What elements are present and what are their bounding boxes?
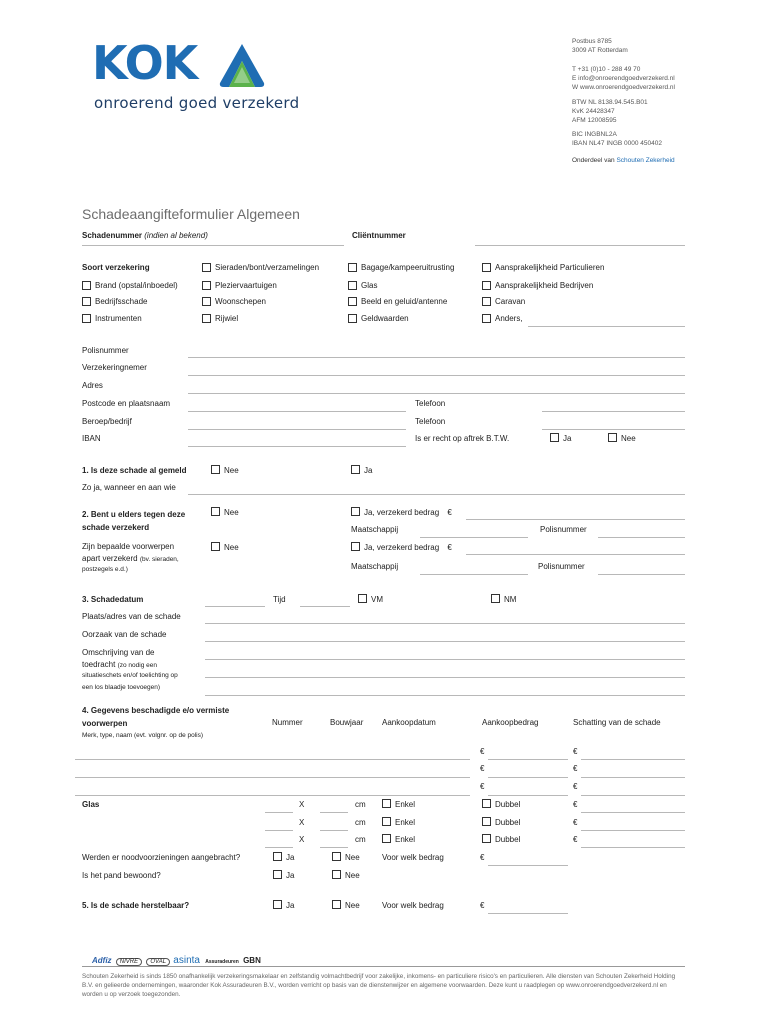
- checkbox-rijwiel[interactable]: [202, 314, 211, 323]
- col-bouwjaar: Bouwjaar: [330, 718, 364, 727]
- label-beeld-geluid: Beeld en geluid/antenne: [361, 297, 448, 306]
- label-bewoond-nee: Nee: [345, 871, 360, 880]
- plaats-label: Plaats/adres van de schade: [82, 612, 181, 621]
- label-bagage: Bagage/kampeeruitrusting: [361, 263, 455, 272]
- label-q5-nee: Nee: [345, 901, 360, 910]
- checkbox-q2-nee[interactable]: [211, 507, 220, 516]
- checkbox-vm[interactable]: [358, 594, 367, 603]
- checkbox-aansprakelijkheid-bedrijven[interactable]: [482, 281, 491, 290]
- q2-maatschappij-label: Maatschappij: [351, 525, 399, 534]
- soort-label: Soort verzekering: [82, 263, 150, 272]
- q5-voor-welk-label: Voor welk bedrag: [382, 901, 444, 910]
- checkbox-bewoond-nee[interactable]: [332, 870, 341, 879]
- glas-row-1-height[interactable]: [320, 812, 348, 813]
- bewoond-label: Is het pand bewoond?: [82, 871, 161, 880]
- q2c-ja-bedrag-text: Ja, verzekerd bedrag: [364, 543, 440, 552]
- verzekeringnemer-field[interactable]: [188, 375, 685, 376]
- item-row-2-euro-a: €: [480, 764, 485, 773]
- label-q1-nee: Nee: [224, 466, 239, 475]
- glas-row-1-field[interactable]: [581, 812, 685, 813]
- telefoon1-label: Telefoon: [415, 399, 446, 408]
- checkbox-caravan[interactable]: [482, 297, 491, 306]
- label-nood-nee: Nee: [345, 853, 360, 862]
- checkbox-bedrijfsschade[interactable]: [82, 297, 91, 306]
- glas-row-2-euro: €: [573, 818, 578, 827]
- checkbox-sieraden[interactable]: [202, 263, 211, 272]
- label-glas-3-enkel: Enkel: [395, 835, 416, 844]
- checkbox-brand[interactable]: [82, 281, 91, 290]
- item-row-1-euro-b: €: [573, 747, 578, 756]
- checkbox-nood-nee[interactable]: [332, 852, 341, 861]
- checkbox-glas-2-enkel[interactable]: [382, 817, 391, 826]
- checkbox-nm[interactable]: [491, 594, 500, 603]
- col-schatting: Schatting van de schade: [573, 718, 661, 727]
- checkbox-q5-ja[interactable]: [273, 900, 282, 909]
- glas-row-1-cm: cm: [355, 800, 366, 809]
- label-glas-3-dubbel: Dubbel: [495, 835, 521, 844]
- label-anders: Anders,: [495, 314, 523, 323]
- onderdeel-company: Schouten Zekerheid: [616, 157, 675, 164]
- label-instrumenten: Instrumenten: [95, 314, 142, 323]
- contact-web[interactable]: W www.onroerendgoedverzekerd.nl: [572, 84, 675, 91]
- checkbox-bagage[interactable]: [348, 263, 357, 272]
- q2-euro: €: [447, 508, 452, 517]
- q2-label: 2. Bent u elders tegen deze: [82, 510, 186, 519]
- label-glas-2-enkel: Enkel: [395, 818, 416, 827]
- kok-logo: [92, 36, 300, 113]
- label-vm: VM: [371, 595, 383, 604]
- checkbox-glas-3-enkel[interactable]: [382, 834, 391, 843]
- glas-row-1-euro: €: [573, 800, 578, 809]
- label-btw-nee: Nee: [621, 434, 636, 443]
- checkbox-btw-nee[interactable]: [608, 433, 617, 442]
- label-bedrijfsschade: Bedrijfsschade: [95, 297, 148, 306]
- noodvoorzieningen-label: Werden er noodvoorzieningen aangebracht?: [82, 853, 241, 862]
- checkbox-q1-nee[interactable]: [211, 465, 220, 474]
- postcode-field[interactable]: [188, 411, 406, 412]
- logo-assuradeuren: Assuradeuren: [205, 959, 239, 965]
- footer-disclaimer: Schouten Zekerheid is sinds 1850 onafhankelijk verzekeringsmakelaar en zelfstandig volmachtbedrijf voor zakelijke, inkomens- en particuliere risico's en particulieren. Alle diensten van Schouten Zekerheid Holding B.V. en gelieerde ondernemingen, waaronder Kok Assuradeuren B.V., worden verricht op basis van de dienstenwijzer en algemene voorwaarden. Deze kunt u raadplegen op www.onroerendgoedverzekerd.nl en worden u op verzoek toegezonden.: [82, 973, 676, 998]
- checkbox-glas-2-dubbel[interactable]: [482, 817, 491, 826]
- contact-city: 3009 AT Rotterdam: [572, 47, 628, 54]
- schadenummer-note: (indien al bekend): [144, 231, 208, 240]
- omschrijving-label-4: een los blaadje toevoegen): [82, 684, 161, 691]
- label-q2c-ja: [364, 543, 452, 552]
- item-row-2-schatting-field[interactable]: [581, 777, 685, 778]
- q1-when-label: Zo ja, wanneer en aan wie: [82, 483, 176, 492]
- oorzaak-field[interactable]: [205, 641, 685, 642]
- checkbox-glas-3-dubbel[interactable]: [482, 834, 491, 843]
- item-row-3-euro-b: €: [573, 782, 578, 791]
- col-aankoopdatum: Aankoopdatum: [382, 718, 436, 727]
- q2c-bedrag-field[interactable]: [466, 554, 685, 555]
- logo-asinta: asinta: [173, 955, 200, 966]
- q2-polisnummer-field[interactable]: [598, 537, 685, 538]
- checkbox-q5-nee[interactable]: [332, 900, 341, 909]
- anders-field[interactable]: [528, 326, 685, 327]
- label-pleziervaartuigen: Pleziervaartuigen: [215, 281, 277, 290]
- label-brand: Brand (opstal/inboedel): [95, 281, 178, 290]
- checkbox-bewoond-ja[interactable]: [273, 870, 282, 879]
- label-q5-ja: Ja: [286, 901, 295, 910]
- glas-row-2-height[interactable]: [320, 830, 348, 831]
- checkbox-glas-1-enkel[interactable]: [382, 799, 391, 808]
- glas-row-1-x: X: [299, 800, 305, 809]
- label-caravan: Caravan: [495, 297, 526, 306]
- q5-euro: €: [480, 901, 485, 910]
- item-row-1-aankoop-field[interactable]: [488, 759, 568, 760]
- btw-question: Is er recht op aftrek B.T.W.: [415, 434, 510, 443]
- contact-onderdeel: [572, 157, 675, 164]
- telefoon2-label: Telefoon: [415, 417, 446, 426]
- item-row-3-aankoop-field[interactable]: [488, 795, 568, 796]
- glas-row-3-width[interactable]: [265, 847, 293, 848]
- checkbox-instrumenten[interactable]: [82, 314, 91, 323]
- q2-bedrag-field[interactable]: [466, 519, 685, 520]
- omschrijving-label-3: situatieschets en/of toelichting op: [82, 672, 178, 679]
- item-row-2-aankoop-field[interactable]: [488, 777, 568, 778]
- glas-row-3-height[interactable]: [320, 847, 348, 848]
- q2d-label: [82, 554, 179, 563]
- checkbox-pleziervaartuigen[interactable]: [202, 281, 211, 290]
- schadenummer-field[interactable]: [82, 245, 344, 246]
- item-row-3-schatting-field[interactable]: [581, 795, 685, 796]
- glas-row-2-cm: cm: [355, 818, 366, 827]
- nood-voor-welk-label: Voor welk bedrag: [382, 853, 444, 862]
- contact-iban: IBAN NL47 INGB 0000 450402: [572, 140, 662, 147]
- logo-nivre: NIVRE: [116, 958, 142, 966]
- polisnummer-label: Polisnummer: [82, 346, 129, 355]
- q2c-polisnummer-label: Polisnummer: [538, 562, 585, 571]
- q2-maatschappij-field[interactable]: [420, 537, 528, 538]
- omschrijving-toedracht: toedracht: [82, 660, 116, 669]
- schadenummer-label: [82, 231, 208, 240]
- q2c-polisnummer-field[interactable]: [598, 574, 685, 575]
- nood-euro: €: [480, 853, 485, 862]
- clientnummer-label: Cliëntnummer: [352, 231, 406, 240]
- schadenummer-text: Schadenummer: [82, 231, 143, 240]
- item-row-1-euro-a: €: [480, 747, 485, 756]
- telefoon1-field[interactable]: [542, 411, 685, 412]
- label-sieraden: Sieraden/bont/verzamelingen: [215, 263, 320, 272]
- iban-label: IBAN: [82, 434, 101, 443]
- logo-oval: OVAL: [146, 958, 170, 966]
- contact-postbus: Postbus 8785: [572, 38, 612, 45]
- label-q2-nee: Nee: [224, 508, 239, 517]
- logo-wordmark: KOK: [92, 36, 198, 90]
- checkbox-geldwaarden[interactable]: [348, 314, 357, 323]
- q5-label: 5. Is de schade herstelbaar?: [82, 901, 190, 910]
- omschrijving-label-2: [82, 660, 157, 669]
- glas-label: Glas: [82, 800, 100, 809]
- tijd-field[interactable]: [300, 606, 350, 607]
- item-row-1-field[interactable]: [75, 759, 470, 760]
- checkbox-glas-1-dubbel[interactable]: [482, 799, 491, 808]
- tijd-label: Tijd: [273, 595, 286, 604]
- beroep-label: Beroep/bedrijf: [82, 417, 132, 426]
- col-aankoopbedrag: Aankoopbedrag: [482, 718, 539, 727]
- label-glas-1-enkel: Enkel: [395, 800, 416, 809]
- checkbox-q2-ja[interactable]: [351, 507, 360, 516]
- label-glas-2-dubbel: Dubbel: [495, 818, 521, 827]
- contact-kvk: KvK 24428347: [572, 108, 615, 115]
- label-geldwaarden: Geldwaarden: [361, 314, 409, 323]
- checkbox-q2c-nee[interactable]: [211, 542, 220, 551]
- checkbox-woonschepen[interactable]: [202, 297, 211, 306]
- q2-polisnummer-label: Polisnummer: [540, 525, 587, 534]
- omschrijving-field-1[interactable]: [205, 659, 685, 660]
- omschrijving-field-3[interactable]: [205, 695, 685, 696]
- q2c-euro: €: [447, 543, 452, 552]
- form-title: Schadeaangifteformulier Algemeen: [82, 206, 300, 222]
- label-q2-ja: [364, 508, 452, 517]
- item-row-2-field[interactable]: [75, 777, 470, 778]
- q2d-text: apart verzekerd: [82, 554, 138, 563]
- q2-ja-bedrag-text: Ja, verzekerd bedrag: [364, 508, 440, 517]
- verzekeringnemer-label: Verzekeringnemer: [82, 363, 147, 372]
- checkbox-beeld-geluid[interactable]: [348, 297, 357, 306]
- label-nood-ja: Ja: [286, 853, 295, 862]
- label-glas: Glas: [361, 281, 378, 290]
- onderdeel-prefix: Onderdeel van: [572, 157, 615, 164]
- item-row-3-field[interactable]: [75, 795, 470, 796]
- q5-bedrag-field[interactable]: [488, 913, 568, 914]
- q2e-label: postzegels e.d.): [82, 566, 128, 573]
- logo-tagline: onroerend goed verzekerd: [94, 94, 300, 112]
- checkbox-anders[interactable]: [482, 314, 491, 323]
- polisnummer-field[interactable]: [188, 357, 685, 358]
- logo-gbn: GBN: [243, 956, 261, 965]
- col-nummer: Nummer: [272, 718, 303, 727]
- label-btw-ja: Ja: [563, 434, 572, 443]
- q2c-maatschappij-label: Maatschappij: [351, 562, 399, 571]
- footer-rule: [82, 966, 685, 967]
- q2-label-2: schade verzekerd: [82, 523, 150, 532]
- checkbox-q1-ja[interactable]: [351, 465, 360, 474]
- q3-label: 3. Schadedatum: [82, 595, 144, 604]
- q4-label-3: Merk, type, naam (evt. volgnr. op de polis): [82, 732, 204, 739]
- contact-afm: AFM 12008595: [572, 117, 617, 124]
- nood-bedrag-field[interactable]: [488, 865, 568, 866]
- q2c-label: Zijn bepaalde voorwerpen: [82, 542, 175, 551]
- adres-field[interactable]: [188, 393, 685, 394]
- label-nm: NM: [504, 595, 517, 604]
- contact-btw: BTW NL 8138.94.545.B01: [572, 99, 648, 106]
- q2c-maatschappij-field[interactable]: [420, 574, 528, 575]
- item-row-2-euro-b: €: [573, 764, 578, 773]
- item-row-1-schatting-field[interactable]: [581, 759, 685, 760]
- q4-label-2: voorwerpen: [82, 719, 128, 728]
- omschrijving-label-1: Omschrijving van de: [82, 648, 155, 657]
- schadedatum-field[interactable]: [205, 606, 265, 607]
- item-row-3-euro-a: €: [480, 782, 485, 791]
- glas-row-2-x: X: [299, 818, 305, 827]
- contact-phone: T +31 (0)10 - 288 49 70: [572, 66, 641, 73]
- label-q2c-nee: Nee: [224, 543, 239, 552]
- omschrijving-note: (zo nodig een: [117, 662, 157, 669]
- adres-label: Adres: [82, 381, 103, 390]
- q4-label-1: 4. Gegevens beschadigde e/o vermiste: [82, 706, 230, 715]
- glas-row-3-euro: €: [573, 835, 578, 844]
- label-bewoond-ja: Ja: [286, 871, 295, 880]
- omschrijving-field-2[interactable]: [205, 677, 685, 678]
- logo-adfiz: Adfiz: [92, 956, 112, 965]
- glas-row-3-field[interactable]: [581, 847, 685, 848]
- postcode-label: Postcode en plaatsnaam: [82, 399, 171, 408]
- q2d-note: (bv. sieraden,: [139, 556, 179, 563]
- plaats-field[interactable]: [205, 623, 685, 624]
- iban-field[interactable]: [188, 446, 406, 447]
- q1-when-field[interactable]: [188, 494, 685, 495]
- label-glas-1-dubbel: Dubbel: [495, 800, 521, 809]
- checkbox-btw-ja[interactable]: [550, 433, 559, 442]
- checkbox-nood-ja[interactable]: [273, 852, 282, 861]
- q1-label: 1. Is deze schade al gemeld: [82, 466, 187, 475]
- telefoon2-field[interactable]: [542, 429, 685, 430]
- clientnummer-field[interactable]: [475, 245, 685, 246]
- label-aansprakelijkheid-bedrijven: Aansprakelijkheid Bedrijven: [495, 281, 594, 290]
- glas-row-2-width[interactable]: [265, 830, 293, 831]
- contact-email: E info@onroerendgoedverzekerd.nl: [572, 75, 675, 82]
- label-woonschepen: Woonschepen: [215, 297, 266, 306]
- glas-row-3-cm: cm: [355, 835, 366, 844]
- label-aansprakelijkheid-particulieren: Aansprakelijkheid Particulieren: [495, 263, 605, 272]
- glas-row-1-width[interactable]: [265, 812, 293, 813]
- label-rijwiel: Rijwiel: [215, 314, 239, 323]
- checkbox-glas[interactable]: [348, 281, 357, 290]
- label-q1-ja: Ja: [364, 466, 373, 475]
- checkbox-aansprakelijkheid-particulieren[interactable]: [482, 263, 491, 272]
- checkbox-q2c-ja[interactable]: [351, 542, 360, 551]
- logo-arrow-icon: [219, 43, 265, 89]
- oorzaak-label: Oorzaak van de schade: [82, 630, 167, 639]
- glas-row-3-x: X: [299, 835, 305, 844]
- beroep-field[interactable]: [188, 429, 406, 430]
- glas-row-2-field[interactable]: [581, 830, 685, 831]
- contact-bic: BIC INGBNL2A: [572, 131, 617, 138]
